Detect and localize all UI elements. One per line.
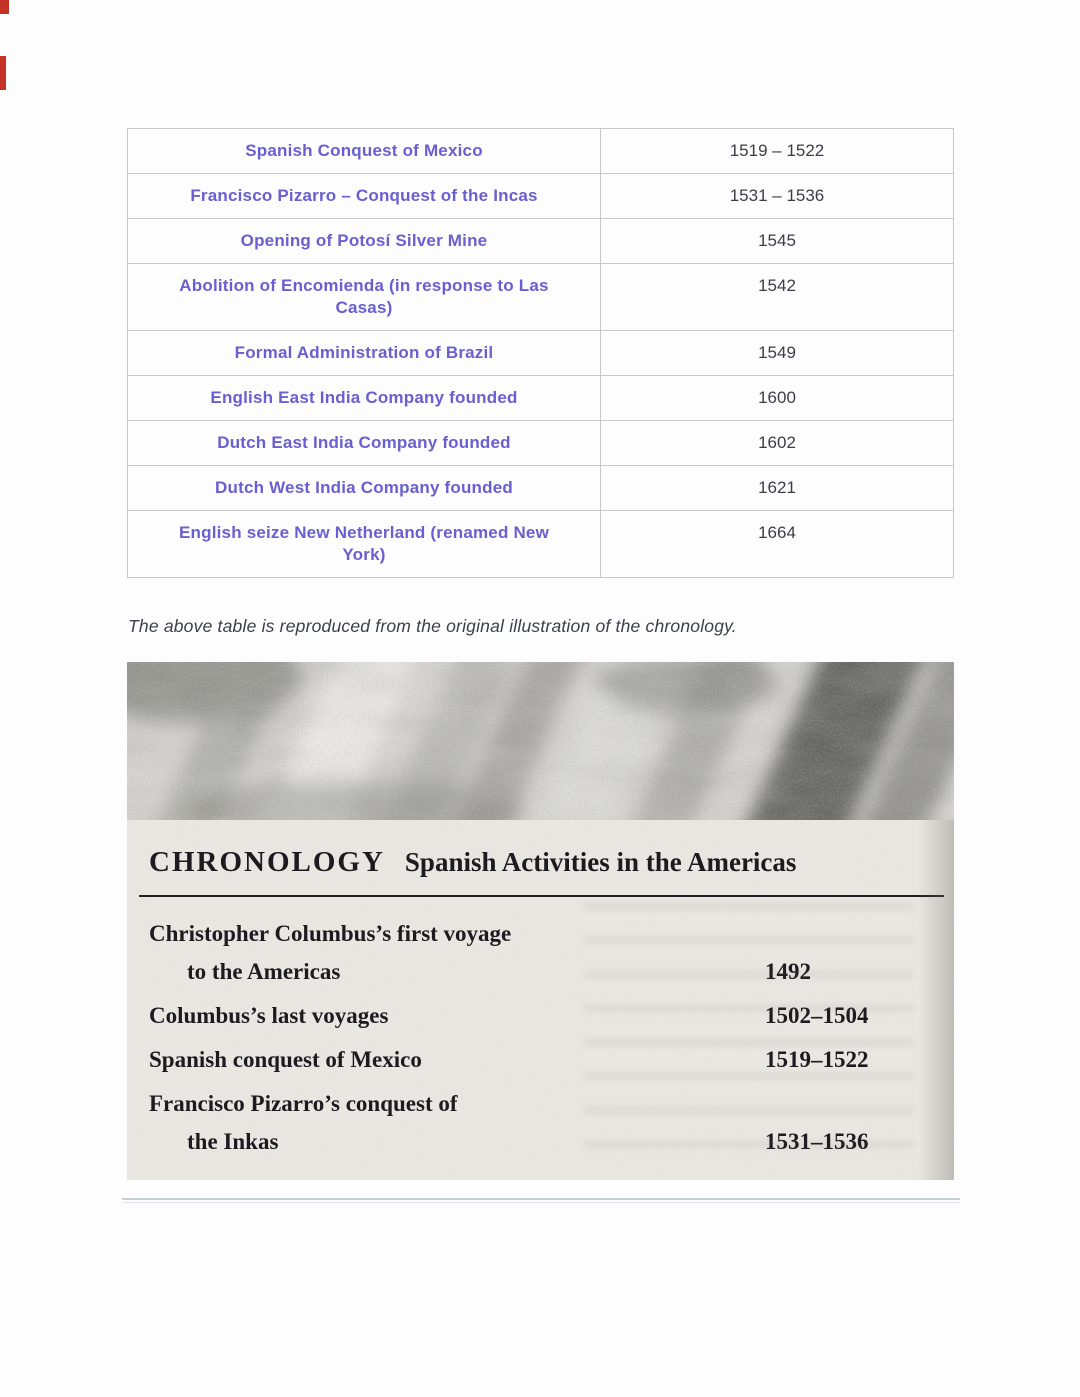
chronology-title: CHRONOLOGY [149,846,385,878]
table-row [128,511,954,578]
event-cell: English seize New Netherland (renamed New York) [128,511,601,578]
table-row [128,421,954,466]
event-cell: Opening of Potosí Silver Mine [128,219,601,264]
event-cell: English East India Company founded [128,376,601,421]
table-row [128,376,954,421]
table-caption: The above table is reproduced from the original illustration of the chronology. [128,616,737,636]
entry-text: to the Americas [187,959,341,984]
chronology-entries [149,915,932,1161]
event-cell: Formal Administration of Brazil [128,331,601,376]
table-row [128,129,954,174]
red-edge-artifact [0,56,6,90]
entry-text: Christopher Columbus’s first voyage [149,921,512,946]
entry-date: 1531–1536 [765,1129,869,1154]
entry-date: 1502–1504 [765,1003,869,1028]
table-row [128,219,954,264]
table-row [128,264,954,331]
entry-text-continued [149,953,932,991]
chronology-entry [149,1041,932,1079]
entry-date: 1519–1522 [765,1047,869,1072]
chronology-panel [127,820,954,1180]
date-cell: 1545 [601,219,954,264]
table-row [128,174,954,219]
entry-date: 1492 [765,959,811,984]
entry-text: the Inkas [187,1129,279,1154]
entry-text: Francisco Pizarro’s conquest of [149,1091,458,1116]
date-cell: 1621 [601,466,954,511]
date-cell: 1600 [601,376,954,421]
event-cell: Dutch East India Company founded [128,421,601,466]
event-cell: Francisco Pizarro – Conquest of the Incas [128,174,601,219]
chronology-entry [149,997,932,1035]
date-cell: 1549 [601,331,954,376]
chronology-entry [149,915,932,991]
table-row [128,331,954,376]
events-table [127,128,954,578]
chronology-entry [149,1085,932,1161]
event-cell: Dutch West India Company founded [128,466,601,511]
chronology-header [149,846,932,879]
chronology-scan-image [127,662,954,1180]
table-row [128,466,954,511]
event-cell: Spanish Conquest of Mexico [128,129,601,174]
entry-text: Columbus’s last voyages [149,1003,389,1028]
red-edge-artifact [0,0,9,14]
event-cell: Abolition of Encomienda (in response to Las Casas) [128,264,601,331]
chronology-subtitle: Spanish Activities in the Americas [404,847,797,877]
entry-text: Spanish conquest of Mexico [149,1047,422,1072]
date-cell: 1664 [601,511,954,578]
graphite-texture [127,662,954,820]
header-rule [139,895,944,897]
date-cell: 1602 [601,421,954,466]
bottom-divider [122,1198,960,1203]
date-cell: 1519 – 1522 [601,129,954,174]
date-cell: 1542 [601,264,954,331]
date-cell: 1531 – 1536 [601,174,954,219]
